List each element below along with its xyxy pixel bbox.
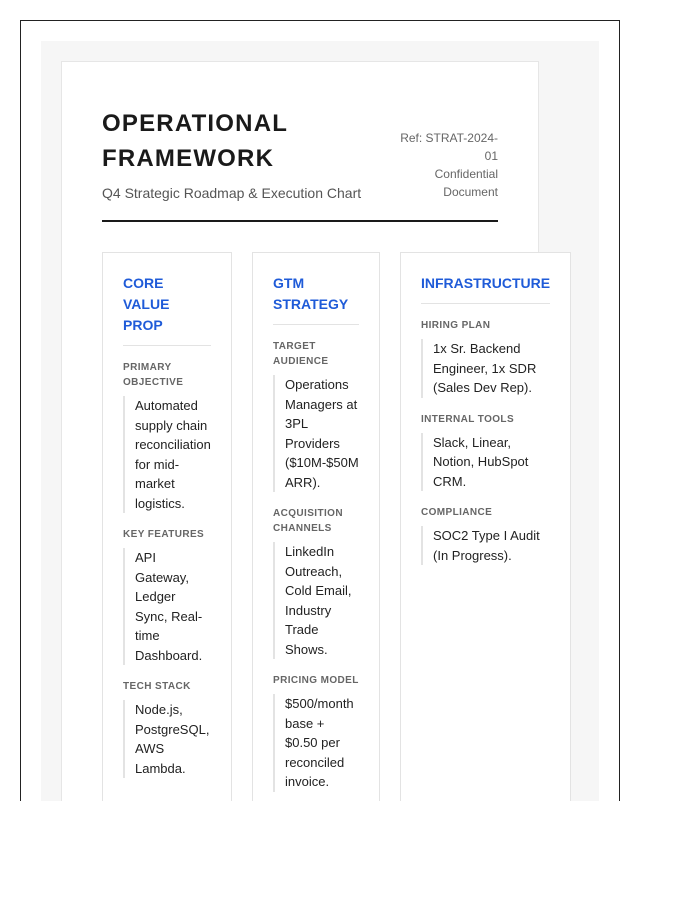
column-infrastructure: [400, 252, 571, 801]
section-label: TECH STACK: [123, 681, 191, 692]
section-value: $500/month base + $0.50 per reconciled invoice.: [273, 694, 359, 792]
section-label: INTERNAL TOOLS: [421, 413, 515, 425]
section-label: HIRING PLAN: [421, 320, 491, 331]
section-value: API Gateway, Ledger Sync, Real-time Dashboard.: [123, 548, 211, 665]
section-value: 1x Sr. Backend Engineer, 1x SDR (Sales Dev Rep).: [421, 339, 550, 398]
document-title: OPERATIONAL FRAMEWORK: [102, 110, 288, 172]
viewport-frame: [20, 20, 620, 801]
section-value: Automated supply chain reconciliation for mid-market logistics.: [123, 396, 211, 513]
reference-id: Ref: STRAT-2024-01: [400, 131, 498, 163]
confidential-label: Confidential Document: [434, 167, 498, 199]
section-label: KEY FEATURES: [123, 529, 205, 540]
column-title: CORE VALUE PROP: [123, 273, 211, 346]
section-label: TARGET AUDIENCE: [273, 341, 329, 367]
section-label: COMPLIANCE: [421, 507, 493, 518]
section-label: ACQUISITION CHANNELS: [273, 508, 343, 534]
section-label: PRICING MODEL: [273, 675, 359, 686]
column-core-value-prop: [102, 252, 232, 801]
document-header: [102, 106, 498, 222]
section-value: Node.js, PostgreSQL, AWS Lambda.: [123, 700, 211, 778]
section-value: Operations Managers at 3PL Providers ($10M-$50M ARR).: [273, 375, 359, 492]
document-sheet: [61, 61, 551, 801]
section-value: Slack, Linear, Notion, HubSpot CRM.: [421, 433, 550, 492]
section-label: PRIMARY OBJECTIVE: [123, 362, 184, 388]
section-value: SOC2 Type I Audit (In Progress).: [421, 526, 550, 565]
column-title: INFRASTRUCTURE: [421, 273, 550, 304]
reference-block: [388, 129, 498, 201]
column-title: GTM STRATEGY: [273, 273, 359, 325]
column-gtm-strategy: [252, 252, 380, 801]
section-value: LinkedIn Outreach, Cold Email, Industry Trade Shows.: [273, 542, 359, 659]
document-subtitle: Q4 Strategic Roadmap & Execution Chart: [102, 185, 362, 201]
